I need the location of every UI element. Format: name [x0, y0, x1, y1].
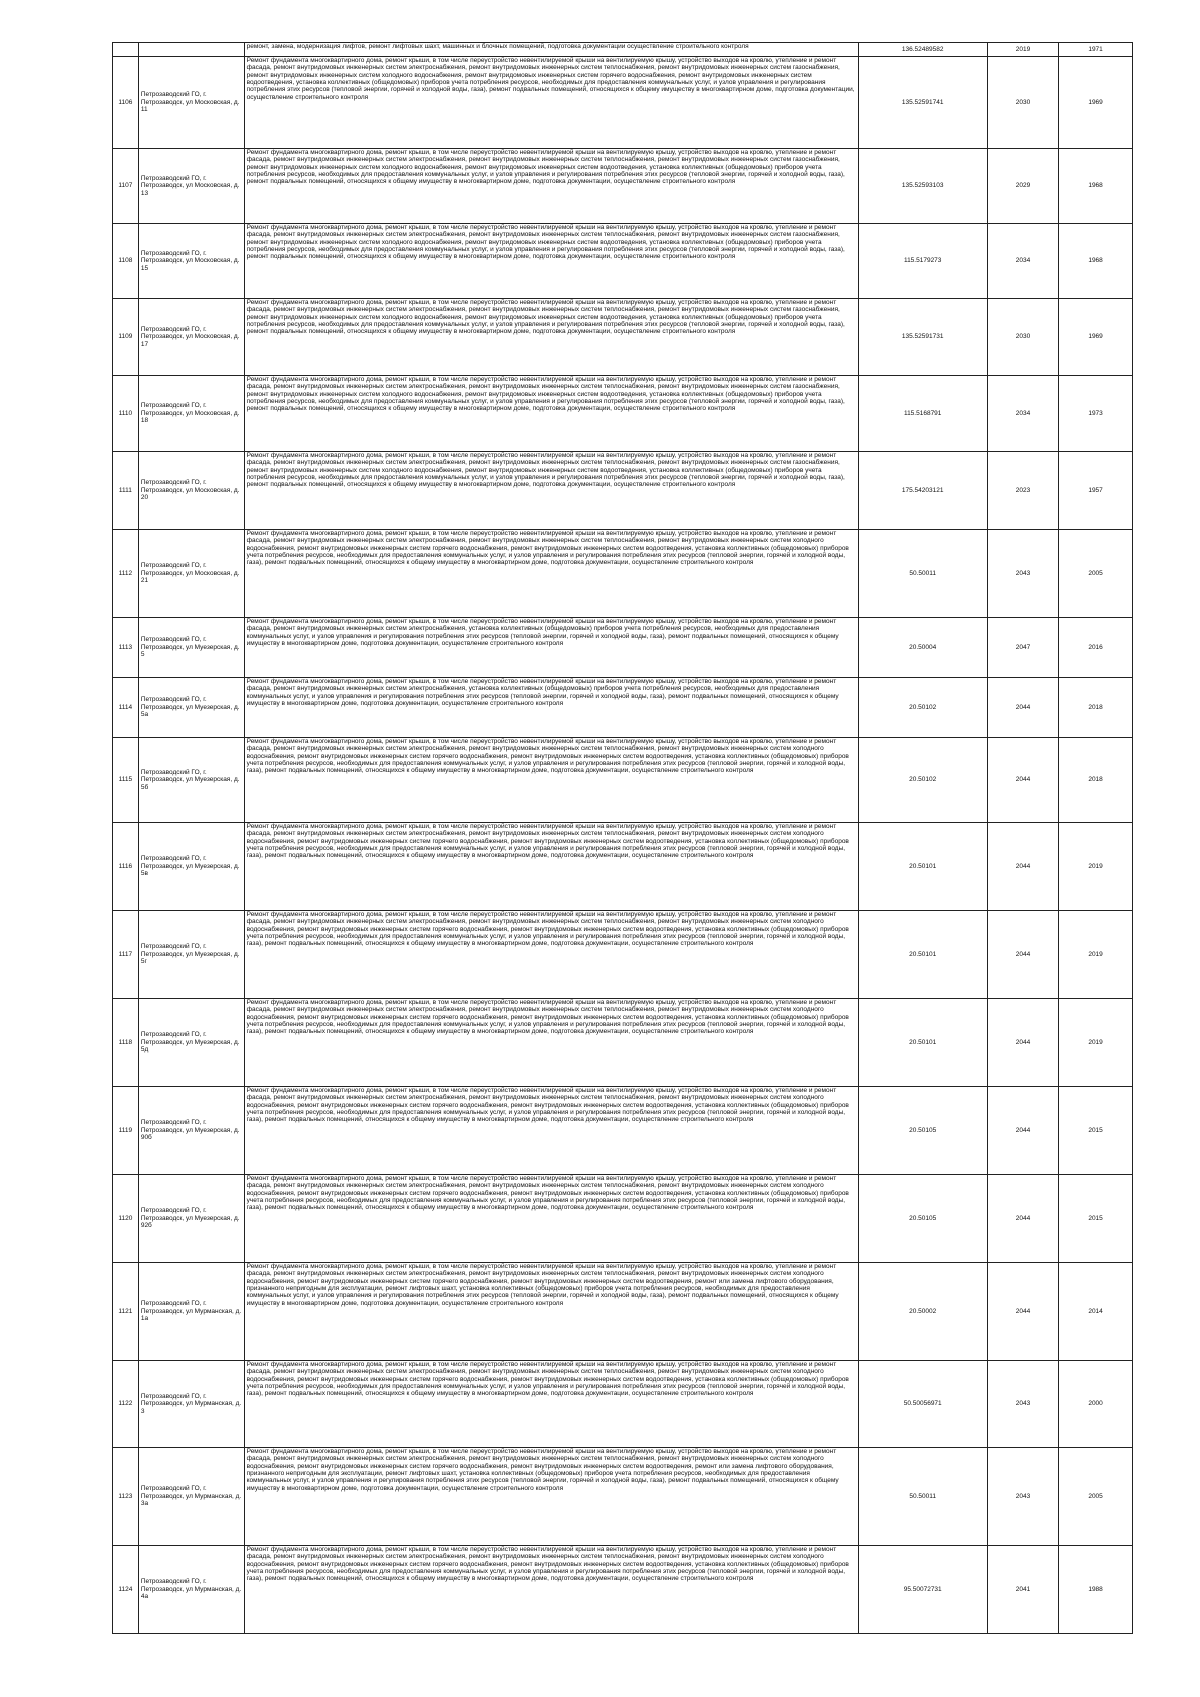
row-work-list: Ремонт фундамента многоквартирного дома, ремонт крыши, в том числе переустройство невентилируемой крыши на вентилируемую крышу, устройство выходов на кровлю, утепление и ремонт фасада, ремонт внутридомовых инженерных систем электроснабжения, ремонт внутридомовых инженерных систем теплоснабжения, ремонт внутридомовых инженерных систем холодного водоснабжения, ремонт внутридомовых инженерных систем горячего водоснабжения, ремонт внутридомовых инженерных систем водоотведения, установка коллективных (общедомовых) приборов учета потребления ресурсов, необходимых для предоставления коммунальных услуг, и узлов управления и регулирования потребления этих ресурсов (тепловой энергии, горячей и холодной воды, газа), ремонт подвальных помещений, относящихся к общему имуществу в многоквартирном доме, подготовка документации, осуществление строительного контроля — [244, 530, 858, 618]
table-row — [113, 376, 1133, 452]
row-built-year: 1971 — [1059, 43, 1133, 57]
table-row — [113, 1263, 1133, 1361]
row-built-year: 2000 — [1059, 1361, 1133, 1448]
row-work-list: Ремонт фундамента многоквартирного дома, ремонт крыши, в том числе переустройство невентилируемой крыши на вентилируемую крышу, устройство выходов на кровлю, утепление и ремонт фасада, ремонт внутридомовых инженерных систем электроснабжения, ремонт внутридомовых инженерных систем теплоснабжения, ремонт внутридомовых инженерных систем холодного водоснабжения, ремонт внутридомовых инженерных систем горячего водоснабжения, ремонт внутридомовых инженерных систем водоотведения, установка коллективных (общедомовых) приборов учета потребления ресурсов, необходимых для предоставления коммунальных услуг, и узлов управления и регулирования потребления этих ресурсов (тепловой энергии, горячей и холодной воды, газа), ремонт подвальных помещений, относящихся к общему имуществу в многоквартирном доме, подготовка документации, осуществление строительного контроля — [244, 738, 858, 823]
row-built-year: 2016 — [1059, 618, 1133, 678]
row-address: Петрозаводский ГО, г. Петрозаводск, ул Муезерская, д. 5г — [138, 911, 244, 999]
row-cost: 20.50105 — [858, 1087, 987, 1175]
row-cost: 136.52489582 — [858, 43, 987, 57]
row-built-year: 1968 — [1059, 224, 1133, 299]
table-row — [113, 1361, 1133, 1448]
row-cost: 20.50101 — [858, 911, 987, 999]
row-number: 1113 — [113, 618, 139, 678]
row-cost: 20.50002 — [858, 1263, 987, 1361]
row-work-list: Ремонт фундамента многоквартирного дома, ремонт крыши, в том числе переустройство невентилируемой крыши на вентилируемую крышу, устройство выходов на кровлю, утепление и ремонт фасада, ремонт внутридомовых инженерных систем электроснабжения, ремонт внутридомовых инженерных систем теплоснабжения, ремонт внутридомовых инженерных систем холодного водоснабжения, ремонт внутридомовых инженерных систем горячего водоснабжения, ремонт внутридомовых инженерных систем водоотведения, установка коллективных (общедомовых) приборов учета потребления ресурсов, необходимых для предоставления коммунальных услуг, и узлов управления и регулирования потребления этих ресурсов (тепловой энергии, горячей и холодной воды, газа), ремонт подвальных помещений, относящихся к общему имуществу в многоквартирном доме, подготовка документации, осуществление строительного контроля — [244, 1087, 858, 1175]
row-address: Петрозаводский ГО, г. Петрозаводск, ул Муезерская, д. 92б — [138, 1175, 244, 1263]
row-number: 1115 — [113, 738, 139, 823]
row-address: Петрозаводский ГО, г. Петрозаводск, ул Московская, д. 11 — [138, 57, 244, 149]
row-planned-year: 2029 — [987, 149, 1058, 224]
row-address: Петрозаводский ГО, г. Петрозаводск, ул Мурманская, д. 1а — [138, 1263, 244, 1361]
row-work-list: Ремонт фундамента многоквартирного дома, ремонт крыши, в том числе переустройство невентилируемой крыши на вентилируемую крышу, устройство выходов на кровлю, утепление и ремонт фасада, ремонт внутридомовых инженерных систем электроснабжения, установка коллективных (общедомовых) приборов учета потребления ресурсов, необходимых для предоставления коммунальных услуг, и узлов управления и регулирования потребления этих ресурсов (тепловой энергии, горячей и холодной воды, газа), ремонт подвальных помещений, относящихся к общему имуществу в многоквартирном доме, подготовка документации, осуществление строительного контроля — [244, 618, 858, 678]
table-row — [113, 1448, 1133, 1546]
row-planned-year: 2043 — [987, 1361, 1058, 1448]
row-number: 1117 — [113, 911, 139, 999]
row-planned-year: 2034 — [987, 376, 1058, 452]
table-row — [113, 224, 1133, 299]
row-cost: 50.50011 — [858, 530, 987, 618]
row-address — [138, 43, 244, 57]
row-work-list: Ремонт фундамента многоквартирного дома, ремонт крыши, в том числе переустройство невентилируемой крыши на вентилируемую крышу, устройство выходов на кровлю, утепление и ремонт фасада, ремонт внутридомовых инженерных систем электроснабжения, ремонт внутридомовых инженерных систем теплоснабжения, ремонт внутридомовых инженерных систем газоснабжения, ремонт внутридомовых инженерных систем холодного водоснабжения, ремонт внутридомовых инженерных систем водоотведения, установка коллективных (общедомовых) приборов учета потребления ресурсов, необходимых для предоставления коммунальных услуг, и узлов управления и регулирования потребления этих ресурсов (тепловой энергии, горячей и холодной воды, газа), ремонт подвальных помещений, относящихся к общему имуществу в многоквартирном доме, подготовка документации, осуществление строительного контроля — [244, 376, 858, 452]
table-row — [113, 530, 1133, 618]
row-work-list: Ремонт фундамента многоквартирного дома, ремонт крыши, в том числе переустройство невентилируемой крыши на вентилируемую крышу, устройство выходов на кровлю, утепление и ремонт фасада, ремонт внутридомовых инженерных систем электроснабжения, ремонт внутридомовых инженерных систем теплоснабжения, ремонт внутридомовых инженерных систем холодного водоснабжения, ремонт внутридомовых инженерных систем горячего водоснабжения, ремонт внутридомовых инженерных систем водоотведения, установка коллективных (общедомовых) приборов учета потребления ресурсов, необходимых для предоставления коммунальных услуг, и узлов управления и регулирования потребления этих ресурсов (тепловой энергии, горячей и холодной воды, газа), ремонт подвальных помещений, относящихся к общему имуществу в многоквартирном доме, подготовка документации, осуществление строительного контроля — [244, 1361, 858, 1448]
row-number: 1112 — [113, 530, 139, 618]
row-work-list: Ремонт фундамента многоквартирного дома, ремонт крыши, в том числе переустройство невентилируемой крыши на вентилируемую крышу, устройство выходов на кровлю, утепление и ремонт фасада, ремонт внутридомовых инженерных систем электроснабжения, ремонт внутридомовых инженерных систем теплоснабжения, ремонт внутридомовых инженерных систем газоснабжения, ремонт внутридомовых инженерных систем холодного водоснабжения, ремонт внутридомовых инженерных систем водоотведения, установка коллективных (общедомовых) приборов учета потребления ресурсов, необходимых для предоставления коммунальных услуг, и узлов управления и регулирования потребления этих ресурсов (тепловой энергии, горячей и холодной воды, газа), ремонт подвальных помещений, относящихся к общему имуществу в многоквартирном доме, подготовка документации, осуществление строительного контроля — [244, 224, 858, 299]
table-row — [113, 299, 1133, 376]
row-address: Петрозаводский ГО, г. Петрозаводск, ул Мурманская, д. 4а — [138, 1546, 244, 1634]
row-number: 1122 — [113, 1361, 139, 1448]
row-number: 1120 — [113, 1175, 139, 1263]
row-work-list: Ремонт фундамента многоквартирного дома, ремонт крыши, в том числе переустройство невентилируемой крыши на вентилируемую крышу, устройство выходов на кровлю, утепление и ремонт фасада, ремонт внутридомовых инженерных систем электроснабжения, установка коллективных (общедомовых) приборов учета потребления ресурсов, необходимых для предоставления коммунальных услуг, и узлов управления и регулирования потребления этих ресурсов (тепловой энергии, горячей и холодной воды, газа), ремонт подвальных помещений, относящихся к общему имуществу в многоквартирном доме, подготовка документации, осуществление строительного контроля — [244, 678, 858, 738]
row-number: 1123 — [113, 1448, 139, 1546]
row-built-year: 2005 — [1059, 1448, 1133, 1546]
row-built-year: 1969 — [1059, 57, 1133, 149]
table-row — [113, 678, 1133, 738]
row-built-year: 1968 — [1059, 149, 1133, 224]
row-work-list: Ремонт фундамента многоквартирного дома, ремонт крыши, в том числе переустройство невентилируемой крыши на вентилируемую крышу, устройство выходов на кровлю, утепление и ремонт фасада, ремонт внутридомовых инженерных систем электроснабжения, ремонт внутридомовых инженерных систем теплоснабжения, ремонт внутридомовых инженерных систем холодного водоснабжения, ремонт внутридомовых инженерных систем горячего водоснабжения, ремонт внутридомовых инженерных систем водоотведения, ремонт или замена лифтового оборудования, признанного непригодным для эксплуатации, ремонт лифтовых шахт, установка коллективных (общедомовых) приборов учета потребления ресурсов, необходимых для предоставления коммунальных услуг, и узлов управления и регулирования потребления этих ресурсов (тепловой энергии, горячей и холодной воды, газа), ремонт подвальных помещений, относящихся к общему имуществу в многоквартирном доме, подготовка документации, осуществление строительного контроля — [244, 1448, 858, 1546]
row-built-year: 2019 — [1059, 911, 1133, 999]
row-address: Петрозаводский ГО, г. Петрозаводск, ул Московская, д. 20 — [138, 452, 244, 530]
row-work-list: Ремонт фундамента многоквартирного дома, ремонт крыши, в том числе переустройство невентилируемой крыши на вентилируемую крышу, устройство выходов на кровлю, утепление и ремонт фасада, ремонт внутридомовых инженерных систем электроснабжения, ремонт внутридомовых инженерных систем теплоснабжения, ремонт внутридомовых инженерных систем холодного водоснабжения, ремонт внутридомовых инженерных систем горячего водоснабжения, ремонт внутридомовых инженерных систем водоотведения, установка коллективных (общедомовых) приборов учета потребления ресурсов, необходимых для предоставления коммунальных услуг, и узлов управления и регулирования потребления этих ресурсов (тепловой энергии, горячей и холодной воды, газа), ремонт подвальных помещений, относящихся к общему имуществу в многоквартирном доме, подготовка документации, осуществление строительного контроля — [244, 823, 858, 911]
row-number: 1116 — [113, 823, 139, 911]
row-built-year: 1973 — [1059, 376, 1133, 452]
row-number: 1111 — [113, 452, 139, 530]
row-built-year: 2015 — [1059, 1175, 1133, 1263]
row-built-year: 1969 — [1059, 299, 1133, 376]
row-work-list: Ремонт фундамента многоквартирного дома, ремонт крыши, в том числе переустройство невентилируемой крыши на вентилируемую крышу, устройство выходов на кровлю, утепление и ремонт фасада, ремонт внутридомовых инженерных систем электроснабжения, ремонт внутридомовых инженерных систем теплоснабжения, ремонт внутридомовых инженерных систем газоснабжения, ремонт внутридомовых инженерных систем холодного водоснабжения, ремонт внутридомовых инженерных систем горячего водоснабжения, ремонт внутридомовых инженерных систем водоотведения, установка коллективных (общедомовых) приборов учета потребления ресурсов, необходимых для предоставления коммунальных услуг, и узлов управления и регулирования потребления этих ресурсов (тепловой энергии, горячей и холодной воды, газа), ремонт подвальных помещений, относящихся к общему имуществу в многоквартирном доме, подготовка документации, осуществление строительного контроля — [244, 57, 858, 149]
row-address: Петрозаводский ГО, г. Петрозаводск, ул Московская, д. 18 — [138, 376, 244, 452]
row-number: 1118 — [113, 999, 139, 1087]
row-work-list: Ремонт фундамента многоквартирного дома, ремонт крыши, в том числе переустройство невентилируемой крыши на вентилируемую крышу, устройство выходов на кровлю, утепление и ремонт фасада, ремонт внутридомовых инженерных систем электроснабжения, ремонт внутридомовых инженерных систем теплоснабжения, ремонт внутридомовых инженерных систем холодного водоснабжения, ремонт внутридомовых инженерных систем горячего водоснабжения, ремонт внутридомовых инженерных систем водоотведения, установка коллективных (общедомовых) приборов учета потребления ресурсов, необходимых для предоставления коммунальных услуг, и узлов управления и регулирования потребления этих ресурсов (тепловой энергии, горячей и холодной воды, газа), ремонт подвальных помещений, относящихся к общему имуществу в многоквартирном доме, подготовка документации, осуществление строительного контроля — [244, 1546, 858, 1634]
row-cost: 175.54203121 — [858, 452, 987, 530]
row-work-list: Ремонт фундамента многоквартирного дома, ремонт крыши, в том числе переустройство невентилируемой крыши на вентилируемую крышу, устройство выходов на кровлю, утепление и ремонт фасада, ремонт внутридомовых инженерных систем электроснабжения, ремонт внутридомовых инженерных систем теплоснабжения, ремонт внутридомовых инженерных систем холодного водоснабжения, ремонт внутридомовых инженерных систем горячего водоснабжения, ремонт внутридомовых инженерных систем водоотведения, установка коллективных (общедомовых) приборов учета потребления ресурсов, необходимых для предоставления коммунальных услуг, и узлов управления и регулирования потребления этих ресурсов (тепловой энергии, горячей и холодной воды, газа), ремонт подвальных помещений, относящихся к общему имуществу в многоквартирном доме, подготовка документации, осуществление строительного контроля — [244, 999, 858, 1087]
row-cost: 20.50105 — [858, 1175, 987, 1263]
row-planned-year: 2030 — [987, 57, 1058, 149]
row-address: Петрозаводский ГО, г. Петрозаводск, ул Муезерская, д. 5д — [138, 999, 244, 1087]
row-address: Петрозаводский ГО, г. Петрозаводск, ул Московская, д. 13 — [138, 149, 244, 224]
row-cost: 135.52593103 — [858, 149, 987, 224]
row-cost: 50.50056971 — [858, 1361, 987, 1448]
row-cost: 135.52591741 — [858, 57, 987, 149]
table-row — [113, 999, 1133, 1087]
row-address: Петрозаводский ГО, г. Петрозаводск, ул Мурманская, д. 3 — [138, 1361, 244, 1448]
row-address: Петрозаводский ГО, г. Петрозаводск, ул Московская, д. 15 — [138, 224, 244, 299]
row-number: 1114 — [113, 678, 139, 738]
row-address: Петрозаводский ГО, г. Петрозаводск, ул Московская, д. 21 — [138, 530, 244, 618]
row-work-list: Ремонт фундамента многоквартирного дома, ремонт крыши, в том числе переустройство невентилируемой крыши на вентилируемую крышу, устройство выходов на кровлю, утепление и ремонт фасада, ремонт внутридомовых инженерных систем электроснабжения, ремонт внутридомовых инженерных систем теплоснабжения, ремонт внутридомовых инженерных систем газоснабжения, ремонт внутридомовых инженерных систем холодного водоснабжения, ремонт внутридомовых инженерных систем водоотведения, установка коллективных (общедомовых) приборов учета потребления ресурсов, необходимых для предоставления коммунальных услуг, и узлов управления и регулирования потребления этих ресурсов (тепловой энергии, горячей и холодной воды, газа), ремонт подвальных помещений, относящихся к общему имуществу в многоквартирном доме, подготовка документации, осуществление строительного контроля — [244, 452, 858, 530]
row-number: 1107 — [113, 149, 139, 224]
row-built-year: 1988 — [1059, 1546, 1133, 1634]
table-row — [113, 738, 1133, 823]
row-built-year: 2019 — [1059, 999, 1133, 1087]
table-row — [113, 1546, 1133, 1634]
row-work-list: ремонт, замена, модернизация лифтов, ремонт лифтовых шахт, машинных и блочных помещений, подготовка документации осуществление строительного контроля — [244, 43, 858, 57]
row-number: 1119 — [113, 1087, 139, 1175]
row-planned-year: 2044 — [987, 999, 1058, 1087]
row-planned-year: 2043 — [987, 1448, 1058, 1546]
row-number: 1121 — [113, 1263, 139, 1361]
row-planned-year: 2044 — [987, 1263, 1058, 1361]
table-row — [113, 1175, 1133, 1263]
row-cost: 20.50102 — [858, 678, 987, 738]
row-address: Петрозаводский ГО, г. Петрозаводск, ул Муезерская, д. 90б — [138, 1087, 244, 1175]
row-number: 1110 — [113, 376, 139, 452]
row-cost: 20.50004 — [858, 618, 987, 678]
row-planned-year: 2019 — [987, 43, 1058, 57]
row-planned-year: 2044 — [987, 1175, 1058, 1263]
row-address: Петрозаводский ГО, г. Петрозаводск, ул Муезерская, д. 5б — [138, 738, 244, 823]
row-number: 1124 — [113, 1546, 139, 1634]
row-built-year: 2018 — [1059, 678, 1133, 738]
table-row — [113, 452, 1133, 530]
row-planned-year: 2044 — [987, 823, 1058, 911]
row-built-year: 1957 — [1059, 452, 1133, 530]
row-work-list: Ремонт фундамента многоквартирного дома, ремонт крыши, в том числе переустройство невентилируемой крыши на вентилируемую крышу, устройство выходов на кровлю, утепление и ремонт фасада, ремонт внутридомовых инженерных систем электроснабжения, ремонт внутридомовых инженерных систем теплоснабжения, ремонт внутридомовых инженерных систем газоснабжения, ремонт внутридомовых инженерных систем холодного водоснабжения, ремонт внутридомовых инженерных систем водоотведения, установка коллективных (общедомовых) приборов учета потребления ресурсов, необходимых для предоставления коммунальных услуг, и узлов управления и регулирования потребления этих ресурсов (тепловой энергии, горячей и холодной воды, газа), ремонт подвальных помещений, относящихся к общему имуществу в многоквартирном доме, подготовка документации, осуществление строительного контроля — [244, 299, 858, 376]
row-number: 1108 — [113, 224, 139, 299]
row-cost: 20.50101 — [858, 823, 987, 911]
table-row — [113, 618, 1133, 678]
row-work-list: Ремонт фундамента многоквартирного дома, ремонт крыши, в том числе переустройство невентилируемой крыши на вентилируемую крышу, устройство выходов на кровлю, утепление и ремонт фасада, ремонт внутридомовых инженерных систем электроснабжения, ремонт внутридомовых инженерных систем теплоснабжения, ремонт внутридомовых инженерных систем газоснабжения, ремонт внутридомовых инженерных систем холодного водоснабжения, ремонт внутридомовых инженерных систем водоотведения, установка коллективных (общедомовых) приборов учета потребления ресурсов, необходимых для предоставления коммунальных услуг, и узлов управления и регулирования потребления этих ресурсов (тепловой энергии, горячей и холодной воды, газа), ремонт подвальных помещений, относящихся к общему имуществу в многоквартирном доме, подготовка документации, осуществление строительного контроля — [244, 149, 858, 224]
row-number — [113, 43, 139, 57]
row-work-list: Ремонт фундамента многоквартирного дома, ремонт крыши, в том числе переустройство невентилируемой крыши на вентилируемую крышу, устройство выходов на кровлю, утепление и ремонт фасада, ремонт внутридомовых инженерных систем электроснабжения, ремонт внутридомовых инженерных систем теплоснабжения, ремонт внутридомовых инженерных систем холодного водоснабжения, ремонт внутридомовых инженерных систем горячего водоснабжения, ремонт внутридомовых инженерных систем водоотведения, ремонт или замена лифтового оборудования, признанного непригодным для эксплуатации, ремонт лифтовых шахт, установка коллективных (общедомовых) приборов учета потребления ресурсов, необходимых для предоставления коммунальных услуг, и узлов управления и регулирования потребления этих ресурсов (тепловой энергии, горячей и холодной воды, газа), ремонт подвальных помещений, относящихся к общему имуществу в многоквартирном доме, подготовка документации, осуществление строительного контроля — [244, 1263, 858, 1361]
row-built-year: 2019 — [1059, 823, 1133, 911]
row-planned-year: 2043 — [987, 530, 1058, 618]
row-built-year: 2005 — [1059, 530, 1133, 618]
row-cost: 115.5179273 — [858, 224, 987, 299]
row-cost: 115.5168791 — [858, 376, 987, 452]
row-planned-year: 2034 — [987, 224, 1058, 299]
row-planned-year: 2030 — [987, 299, 1058, 376]
row-number: 1109 — [113, 299, 139, 376]
row-planned-year: 2023 — [987, 452, 1058, 530]
table-row — [113, 43, 1133, 57]
table-row — [113, 823, 1133, 911]
table-row — [113, 911, 1133, 999]
row-address: Петрозаводский ГО, г. Петрозаводск, ул Московская, д. 17 — [138, 299, 244, 376]
row-planned-year: 2044 — [987, 738, 1058, 823]
row-planned-year: 2044 — [987, 678, 1058, 738]
row-address: Петрозаводский ГО, г. Петрозаводск, ул Муезерская, д. 5а — [138, 678, 244, 738]
row-planned-year: 2041 — [987, 1546, 1058, 1634]
row-built-year: 2015 — [1059, 1087, 1133, 1175]
table-row — [113, 57, 1133, 149]
row-planned-year: 2044 — [987, 911, 1058, 999]
row-built-year: 2018 — [1059, 738, 1133, 823]
row-address: Петрозаводский ГО, г. Петрозаводск, ул Мурманская, д. 3а — [138, 1448, 244, 1546]
row-cost: 135.52591731 — [858, 299, 987, 376]
row-number: 1106 — [113, 57, 139, 149]
row-cost: 50.50011 — [858, 1448, 987, 1546]
row-cost: 95.50072731 — [858, 1546, 987, 1634]
row-planned-year: 2047 — [987, 618, 1058, 678]
row-planned-year: 2044 — [987, 1087, 1058, 1175]
row-cost: 20.50102 — [858, 738, 987, 823]
row-cost: 20.50101 — [858, 999, 987, 1087]
table-row — [113, 1087, 1133, 1175]
row-work-list: Ремонт фундамента многоквартирного дома, ремонт крыши, в том числе переустройство невентилируемой крыши на вентилируемую крышу, устройство выходов на кровлю, утепление и ремонт фасада, ремонт внутридомовых инженерных систем электроснабжения, ремонт внутридомовых инженерных систем теплоснабжения, ремонт внутридомовых инженерных систем холодного водоснабжения, ремонт внутридомовых инженерных систем горячего водоснабжения, ремонт внутридомовых инженерных систем водоотведения, установка коллективных (общедомовых) приборов учета потребления ресурсов, необходимых для предоставления коммунальных услуг, и узлов управления и регулирования потребления этих ресурсов (тепловой энергии, горячей и холодной воды, газа), ремонт подвальных помещений, относящихся к общему имуществу в многоквартирном доме, подготовка документации, осуществление строительного контроля — [244, 911, 858, 999]
row-address: Петрозаводский ГО, г. Петрозаводск, ул Муезерская, д. 5в — [138, 823, 244, 911]
table-row — [113, 149, 1133, 224]
capital-repair-table — [112, 42, 1133, 1634]
row-work-list: Ремонт фундамента многоквартирного дома, ремонт крыши, в том числе переустройство невентилируемой крыши на вентилируемую крышу, устройство выходов на кровлю, утепление и ремонт фасада, ремонт внутридомовых инженерных систем электроснабжения, ремонт внутридомовых инженерных систем теплоснабжения, ремонт внутридомовых инженерных систем холодного водоснабжения, ремонт внутридомовых инженерных систем горячего водоснабжения, ремонт внутридомовых инженерных систем водоотведения, установка коллективных (общедомовых) приборов учета потребления ресурсов, необходимых для предоставления коммунальных услуг, и узлов управления и регулирования потребления этих ресурсов (тепловой энергии, горячей и холодной воды, газа), ремонт подвальных помещений, относящихся к общему имуществу в многоквартирном доме, подготовка документации, осуществление строительного контроля — [244, 1175, 858, 1263]
row-address: Петрозаводский ГО, г. Петрозаводск, ул Муезерская, д. 5 — [138, 618, 244, 678]
row-built-year: 2014 — [1059, 1263, 1133, 1361]
